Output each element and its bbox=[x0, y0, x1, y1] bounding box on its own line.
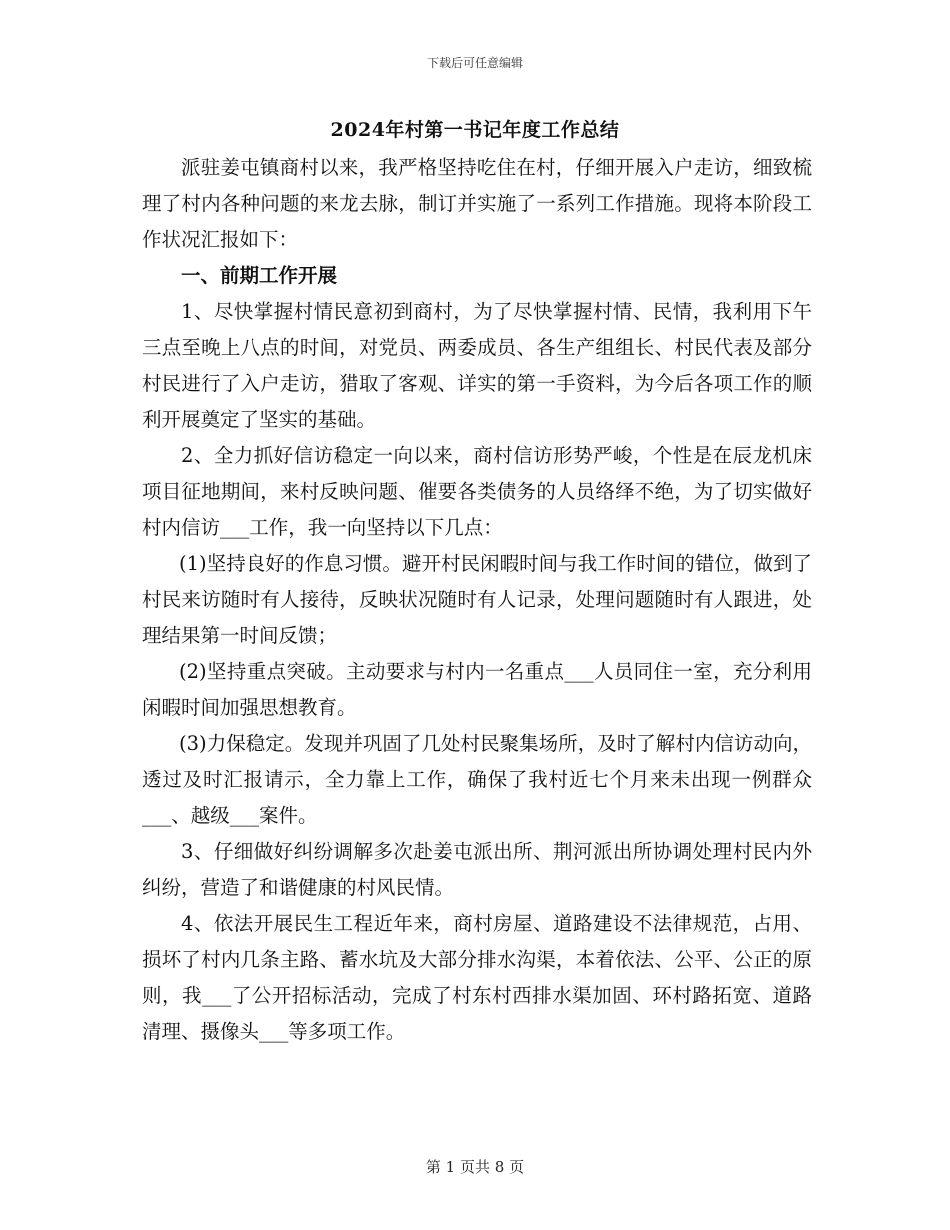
header-note: 下载后可任意编辑 bbox=[426, 56, 523, 70]
paragraph-subitem-1: (1)坚持良好的作息习惯。避开村民闲暇时间与我工作时间的错位，做到了村民来访随时有人接待，反映状况随时有人记录，处理问题随时有人跟进，处理结果第一时间反馈； bbox=[142, 552, 812, 647]
page-number: 第 1 页共 8 页 bbox=[425, 1158, 525, 1176]
paragraph-subitem-3: (3)力保稳定。发现并巩固了几处村民聚集场所，及时了解村内信访动向，透过及时汇报请示，全力靠上工作，确保了我村近七个月来未出现一例群众___、越级___案件。 bbox=[142, 732, 812, 827]
paragraph-item-2: 2、全力抓好信访稳定一向以来，商村信访形势严峻，个性是在辰龙机床项目征地期间，来村反映问题、催要各类债务的人员络绎不绝，为了切实做好村内信访___工作，我一向坚持以下几点： bbox=[142, 444, 812, 539]
document-body bbox=[142, 150, 812, 1050]
section-heading: 一、前期工作开展 bbox=[181, 264, 338, 287]
document-title: 2024年村第一书记年度工作总结 bbox=[330, 119, 620, 141]
paragraph-item-4: 4、依法开展民生工程近年来，商村房屋、道路建设不法律规范，占用、损坏了村内几条主路、蓄水坑及大部分排水沟渠，本着依法、公平、公正的原则，我___了公开招标活动，完成了村东村西排水渠加固、环村路拓宽、道路清理、摄像头___等多项工作。 bbox=[142, 912, 812, 1043]
paragraph-subitem-2: (2)坚持重点突破。主动要求与村内一名重点___人员同住一室，充分利用闲暇时间加强思想教育。 bbox=[142, 660, 812, 719]
intro-paragraph: 派驻姜屯镇商村以来，我严格坚持吃住在村，仔细开展入户走访，细致梳理了村内各种问题的来龙去脉，制订并实施了一系列工作措施。现将本阶段工作状况汇报如下： bbox=[142, 156, 812, 251]
paragraph-item-1: 1、尽快掌握村情民意初到商村，为了尽快掌握村情、民情，我利用下午三点至晚上八点的时间，对党员、两委成员、各生产组组长、村民代表及部分村民进行了入户走访，猎取了客观、详实的第一手资料，为今后各项工作的顺利开展奠定了坚实的基础。 bbox=[142, 300, 812, 431]
paragraph-item-3: 3、仔细做好纠纷调解多次赴姜屯派出所、荆河派出所协调处理村民内外纠纷，营造了和谐健康的村风民情。 bbox=[142, 840, 812, 899]
